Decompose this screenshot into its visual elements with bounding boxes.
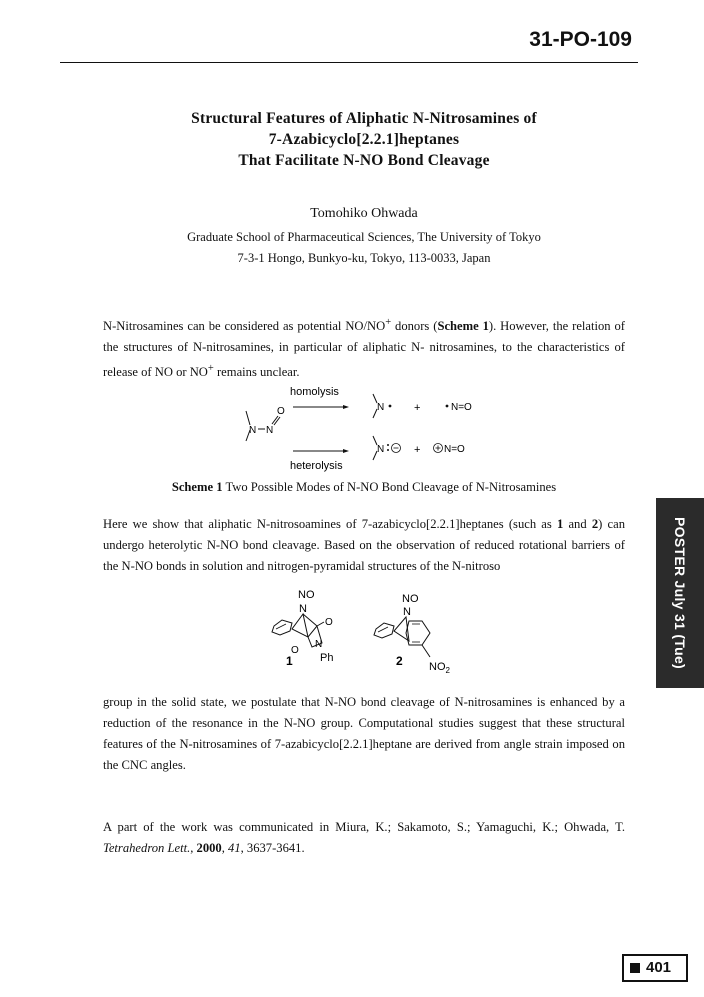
nitric-oxide: N=O [451, 402, 472, 413]
title-line-3: That Facilitate N-NO Bond Cleavage [238, 152, 490, 169]
para1-text-d: remains unclear. [213, 365, 300, 380]
compound1-benzene [272, 620, 292, 635]
square-bullet-icon [630, 963, 640, 973]
compound1-number: 1 [286, 654, 293, 668]
compound1-n-imide: N [315, 639, 323, 650]
compound-structures [262, 583, 462, 679]
page-number: 401 [646, 959, 672, 976]
compound2-no2-subscript: 2 [445, 666, 450, 675]
compound1-ph: Ph [320, 652, 334, 664]
para2-text-b: and [563, 517, 592, 531]
compound2-n-bridge: N [403, 606, 411, 618]
title-line-2: 7-Azabicyclo[2.2.1]heptanes [268, 131, 460, 148]
compound1-o-top: O [325, 617, 333, 628]
para1-text-a: N-Nitrosamines can be considered as potential NO/NO [103, 319, 386, 334]
ref-sep-2: , [221, 841, 229, 855]
lone-pair-dot-2 [387, 449, 389, 451]
para1-text-b: donors ( [391, 319, 438, 334]
nitrosonium: N=O [444, 444, 465, 455]
start-no-bond-a [272, 416, 278, 424]
paper-title [60, 108, 668, 171]
paragraph-intro [103, 312, 625, 383]
poster-code: 31-PO-109 [529, 28, 632, 51]
scheme-caption [60, 480, 668, 495]
heterolysis-label: heterolysis [290, 460, 343, 472]
compound2-number: 2 [396, 654, 403, 668]
scheme-1-diagram [225, 378, 505, 474]
compound2-benzene-right [406, 621, 430, 645]
start-no-bond-b [274, 417, 280, 425]
compound1-n-bridge: N [299, 603, 307, 615]
para1-sup-2: + [207, 363, 214, 375]
heterolysis-arrowhead [343, 449, 349, 453]
poster-side-tab [656, 498, 704, 688]
para1-sup-1: + [385, 317, 392, 328]
compound2-no2-text: NO [429, 661, 446, 673]
affiliation-line-2: 7-3-1 Hongo, Bunkyo-ku, Tokyo, 113-0033, Japan [237, 251, 491, 265]
paragraph-discussion: group in the solid state, we postulate that N-NO bond cleavage of N-nitrosamines is enhanced by a reduction of the resonance in the N-NO group. Computational studies suggest that these structural features of the N-nitrosamines of 7-azabicyclo[2.2.1]heptane are derived from angle strain imposed on the CNC angles. [103, 695, 625, 772]
compound1-o-bottom: O [291, 645, 299, 656]
compound-ref-1: 1 [556, 517, 564, 531]
compound2-nitro-bond [422, 645, 430, 657]
radical-dot-1 [389, 405, 392, 408]
amine-radical-n: N [377, 402, 385, 413]
amide-anion-n: N [377, 444, 385, 455]
title-line-1: Structural Features of Aliphatic N-Nitrosamines of [191, 110, 537, 127]
compound2-double-bond [378, 627, 388, 632]
start-n1: N [249, 425, 257, 436]
ref-year: 2000 [196, 841, 222, 855]
ref-authors: A part of the work was communicated in Miura, K.; Sakamoto, S.; Yamaguchi, K.; Ohwada, T. [103, 820, 625, 834]
paragraph-reference [103, 817, 625, 859]
compound1-bridge [292, 614, 308, 637]
side-tab-text: POSTER July 31 (Tue) [672, 517, 688, 669]
start-o: O [277, 406, 285, 417]
start-n2: N [266, 425, 274, 436]
compound2-benzene-left [374, 623, 394, 638]
compound-ref-2: 2 [591, 517, 599, 531]
homolysis-arrowhead [343, 405, 349, 409]
lone-pair-dot-1 [387, 444, 389, 446]
caption-text: Two Possible Modes of N-NO Bond Cleavage of N-Nitrosamines [222, 480, 557, 494]
plus-2: + [414, 444, 421, 456]
compound1-double-bond [276, 624, 286, 629]
affiliation-line-1: Graduate School of Pharmaceutical Sciences, The University of Tokyo [187, 230, 541, 244]
plus-1: + [414, 402, 421, 414]
para2-text-c: ) can undergo heterolytic N-NO bond cleavage. Based on the observation of reduced rotational barriers of the N-NO bonds in solution and nitrogen-pyramidal structures of the N-nitroso [103, 517, 625, 573]
header-rule [60, 62, 638, 63]
compound2-no2 [429, 661, 451, 675]
para1-text-c: ). However, the relation of the structures of N-nitrosamines, in particular of aliphatic N- nitrosamines, to the characteristics of release of NO or NO [103, 319, 626, 380]
author: Tomohiko Ohwada [310, 206, 418, 221]
caption-label: Scheme 1 [171, 480, 223, 494]
ref-pages: , 3637-3641. [240, 841, 305, 855]
radical-dot-2 [446, 405, 449, 408]
start-bond-1 [246, 411, 250, 425]
ref-sep-1: , [190, 841, 197, 855]
compound2-no: NO [402, 593, 419, 605]
para2-text-a: Here we show that aliphatic N-nitrosoamines of 7-azabicyclo[2.2.1]heptanes (such as [103, 517, 557, 531]
ref-journal: Tetrahedron Lett. [103, 841, 191, 855]
ref-volume: 41 [228, 841, 241, 855]
scheme-reference: Scheme 1 [437, 319, 489, 334]
page-number-box [622, 954, 688, 982]
homolysis-label: homolysis [290, 386, 339, 398]
paragraph-results [103, 514, 625, 577]
compound1-no: NO [298, 589, 315, 601]
